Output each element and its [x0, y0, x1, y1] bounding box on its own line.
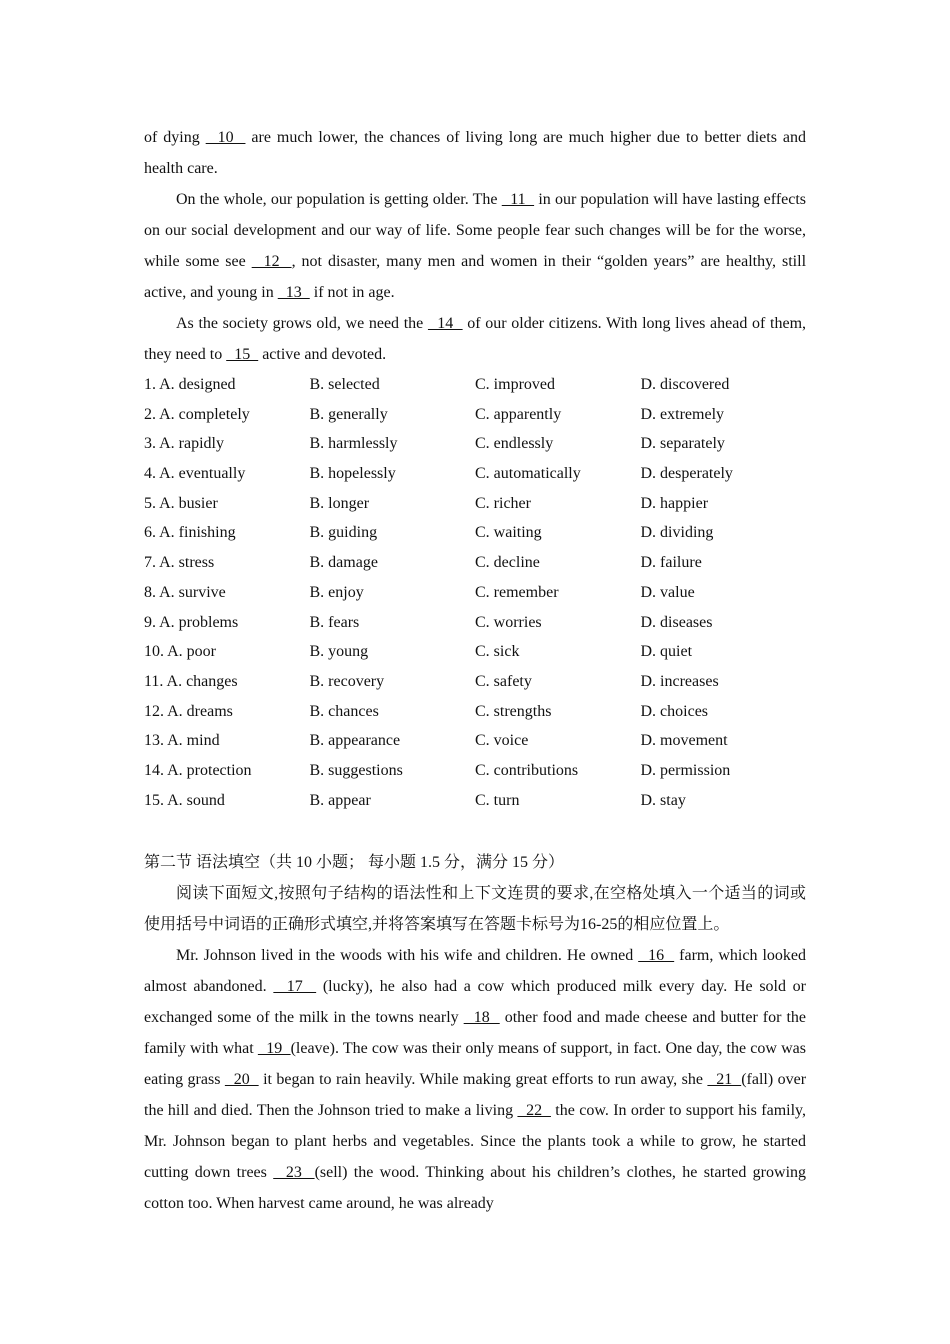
option-c: C. richer [475, 494, 531, 512]
option-row [144, 400, 806, 430]
text-span: other food and made cheese and butter for the family with what [144, 1009, 807, 1058]
blank-19: 19 [257, 1040, 291, 1058]
option-row [144, 756, 806, 786]
text-span: active and devoted. [258, 346, 387, 363]
option-d: D. extremely [640, 405, 725, 423]
option-b: B. longer [309, 494, 370, 512]
option-a: 1. A. designed [144, 376, 236, 393]
option-c: C. safety [475, 672, 532, 690]
option-row [144, 548, 806, 578]
text-span: , not disaster, many men and women in their “golden years” are healthy, still active, and young in [144, 253, 807, 301]
option-c: C. decline [475, 554, 540, 572]
option-a: 14. A. protection [144, 761, 252, 779]
text-span: (leave). The cow was their only means of support, in fact. One day, the cow was eating grass [144, 1040, 806, 1089]
option-b: B. damage [309, 554, 378, 572]
option-b: B. fears [309, 613, 360, 631]
option-a: 3. A. rapidly [144, 435, 224, 453]
option-d: D. value [640, 583, 695, 601]
text-span: the cow. In order to support his family, Mr. Johnson began to plant herbs and vegetables. Since the plants took a while to grow, he started cutting down trees [144, 1102, 807, 1182]
option-c: C. turn [475, 791, 520, 809]
blank-13: 13 [277, 284, 310, 301]
option-a: 4. A. eventually [144, 465, 246, 483]
option-row [144, 459, 806, 489]
option-c: C. contributions [475, 761, 579, 779]
option-d: D. dividing [640, 524, 714, 542]
text-span: Mr. Johnson lived in the woods with his wife and children. He owned [176, 947, 639, 965]
text-span: of dying [144, 129, 206, 146]
option-b: B. generally [309, 405, 388, 423]
option-a: 5. A. busier [144, 494, 218, 512]
text-span: farm, which looked almost abandoned. [144, 947, 807, 996]
blank-16: 16 [638, 947, 675, 965]
option-b: B. selected [309, 376, 380, 393]
option-row [144, 608, 806, 638]
text-span: of our older citizens. With long lives ahead of them, they need to [144, 315, 807, 363]
option-b: B. chances [309, 702, 379, 720]
option-row [144, 667, 806, 697]
text-span: On the whole, our population is getting older. The [176, 191, 502, 208]
blank-23: 23 [273, 1164, 315, 1182]
option-a: 2. A. completely [144, 405, 250, 423]
option-d: D. increases [640, 672, 719, 690]
option-d: D. separately [640, 435, 725, 453]
answer-options [144, 370, 806, 815]
option-a: 15. A. sound [144, 791, 225, 809]
option-d: D. movement [640, 732, 728, 750]
option-c: C. worries [475, 613, 542, 631]
option-c: C. remember [475, 583, 559, 601]
text-span: As the society grows old, we need the [176, 315, 428, 332]
passage-paragraph-1 [144, 122, 806, 184]
blank-18: 18 [463, 1009, 500, 1027]
text-span: in our population will have lasting effects on our social development and our way of life. Some people fear such changes will be for the worse, while some see [144, 191, 807, 270]
document-page [144, 122, 806, 1219]
option-d: D. happier [640, 494, 709, 512]
option-c: C. sick [475, 643, 520, 661]
passage-paragraph-3 [144, 308, 806, 370]
passage-paragraph-2 [144, 184, 806, 308]
option-b: B. enjoy [309, 583, 364, 601]
option-d: D. stay [640, 791, 686, 809]
option-row [144, 786, 806, 816]
blank-14: 14 [427, 315, 463, 332]
option-c: C. voice [475, 732, 529, 750]
text-span: (lucky), he also had a cow which produced milk every day. He sold or exchanged some of the milk in the towns nearly [144, 978, 807, 1027]
section-instructions: 阅读下面短文,按照句子结构的语法性和上下文连贯的要求,在空格处填入一个适当的词或使用括号中词语的正确形式填空,并将答案填写在答题卡标号为16-25的相应位置上。 [144, 885, 806, 934]
option-d: D. desperately [640, 465, 733, 483]
option-d: D. choices [640, 702, 709, 720]
option-row [144, 726, 806, 756]
option-a: 11. A. changes [144, 672, 238, 690]
option-b: B. appearance [309, 732, 401, 750]
option-a: 9. A. problems [144, 613, 239, 631]
option-d: D. discovered [640, 376, 730, 393]
option-b: B. suggestions [309, 761, 403, 779]
blank-12: 12 [251, 253, 292, 270]
option-a: 8. A. survive [144, 583, 226, 601]
option-b: B. young [309, 643, 369, 661]
option-c: C. strengths [475, 702, 552, 720]
option-c: C. apparently [475, 405, 562, 423]
option-a: 10. A. poor [144, 643, 216, 661]
option-row [144, 370, 806, 400]
option-a: 13. A. mind [144, 732, 220, 750]
option-row [144, 429, 806, 459]
text-span: are much lower, the chances of living long are much higher due to better diets and health care. [144, 129, 807, 177]
option-d: D. permission [640, 761, 731, 779]
option-b: B. hopelessly [309, 465, 396, 483]
option-c: C. automatically [475, 465, 581, 483]
passage2-paragraph [144, 940, 806, 1219]
blank-15: 15 [226, 346, 259, 363]
option-c: C. waiting [475, 524, 542, 542]
text-span: if not in age. [309, 284, 395, 301]
option-c: C. endlessly [475, 435, 554, 453]
option-a: 7. A. stress [144, 554, 215, 572]
option-b: B. appear [309, 791, 371, 809]
option-d: D. failure [640, 554, 702, 572]
option-row [144, 518, 806, 548]
option-b: B. recovery [309, 672, 385, 690]
option-d: D. quiet [640, 643, 693, 661]
option-c: C. improved [475, 376, 555, 393]
text-span: (fall) over the hill and died. Then the Johnson tried to make a living [144, 1071, 807, 1120]
blank-11: 11 [501, 191, 535, 208]
option-b: B. harmlessly [309, 435, 398, 453]
option-row [144, 489, 806, 519]
option-a: 6. A. finishing [144, 524, 236, 542]
option-row [144, 578, 806, 608]
section-heading: 第二节 语法填空（共 10 小题； 每小题 1.5 分，满分 15 分） [144, 854, 565, 872]
option-d: D. diseases [640, 613, 713, 631]
option-row [144, 637, 806, 667]
blank-17: 17 [273, 978, 317, 996]
option-b: B. guiding [309, 524, 378, 542]
blank-22: 22 [517, 1102, 551, 1120]
option-row [144, 697, 806, 727]
option-a: 12. A. dreams [144, 702, 233, 720]
blank-20: 20 [224, 1071, 259, 1089]
blank-10: 10 [205, 129, 246, 146]
blank-21: 21 [707, 1071, 742, 1089]
text-span: (sell) the wood. Thinking about his children’s clothes, he started growing cotton too. When harvest came around, he was already [144, 1164, 807, 1213]
text-span: it began to rain heavily. While making great efforts to run away, she [258, 1071, 708, 1089]
